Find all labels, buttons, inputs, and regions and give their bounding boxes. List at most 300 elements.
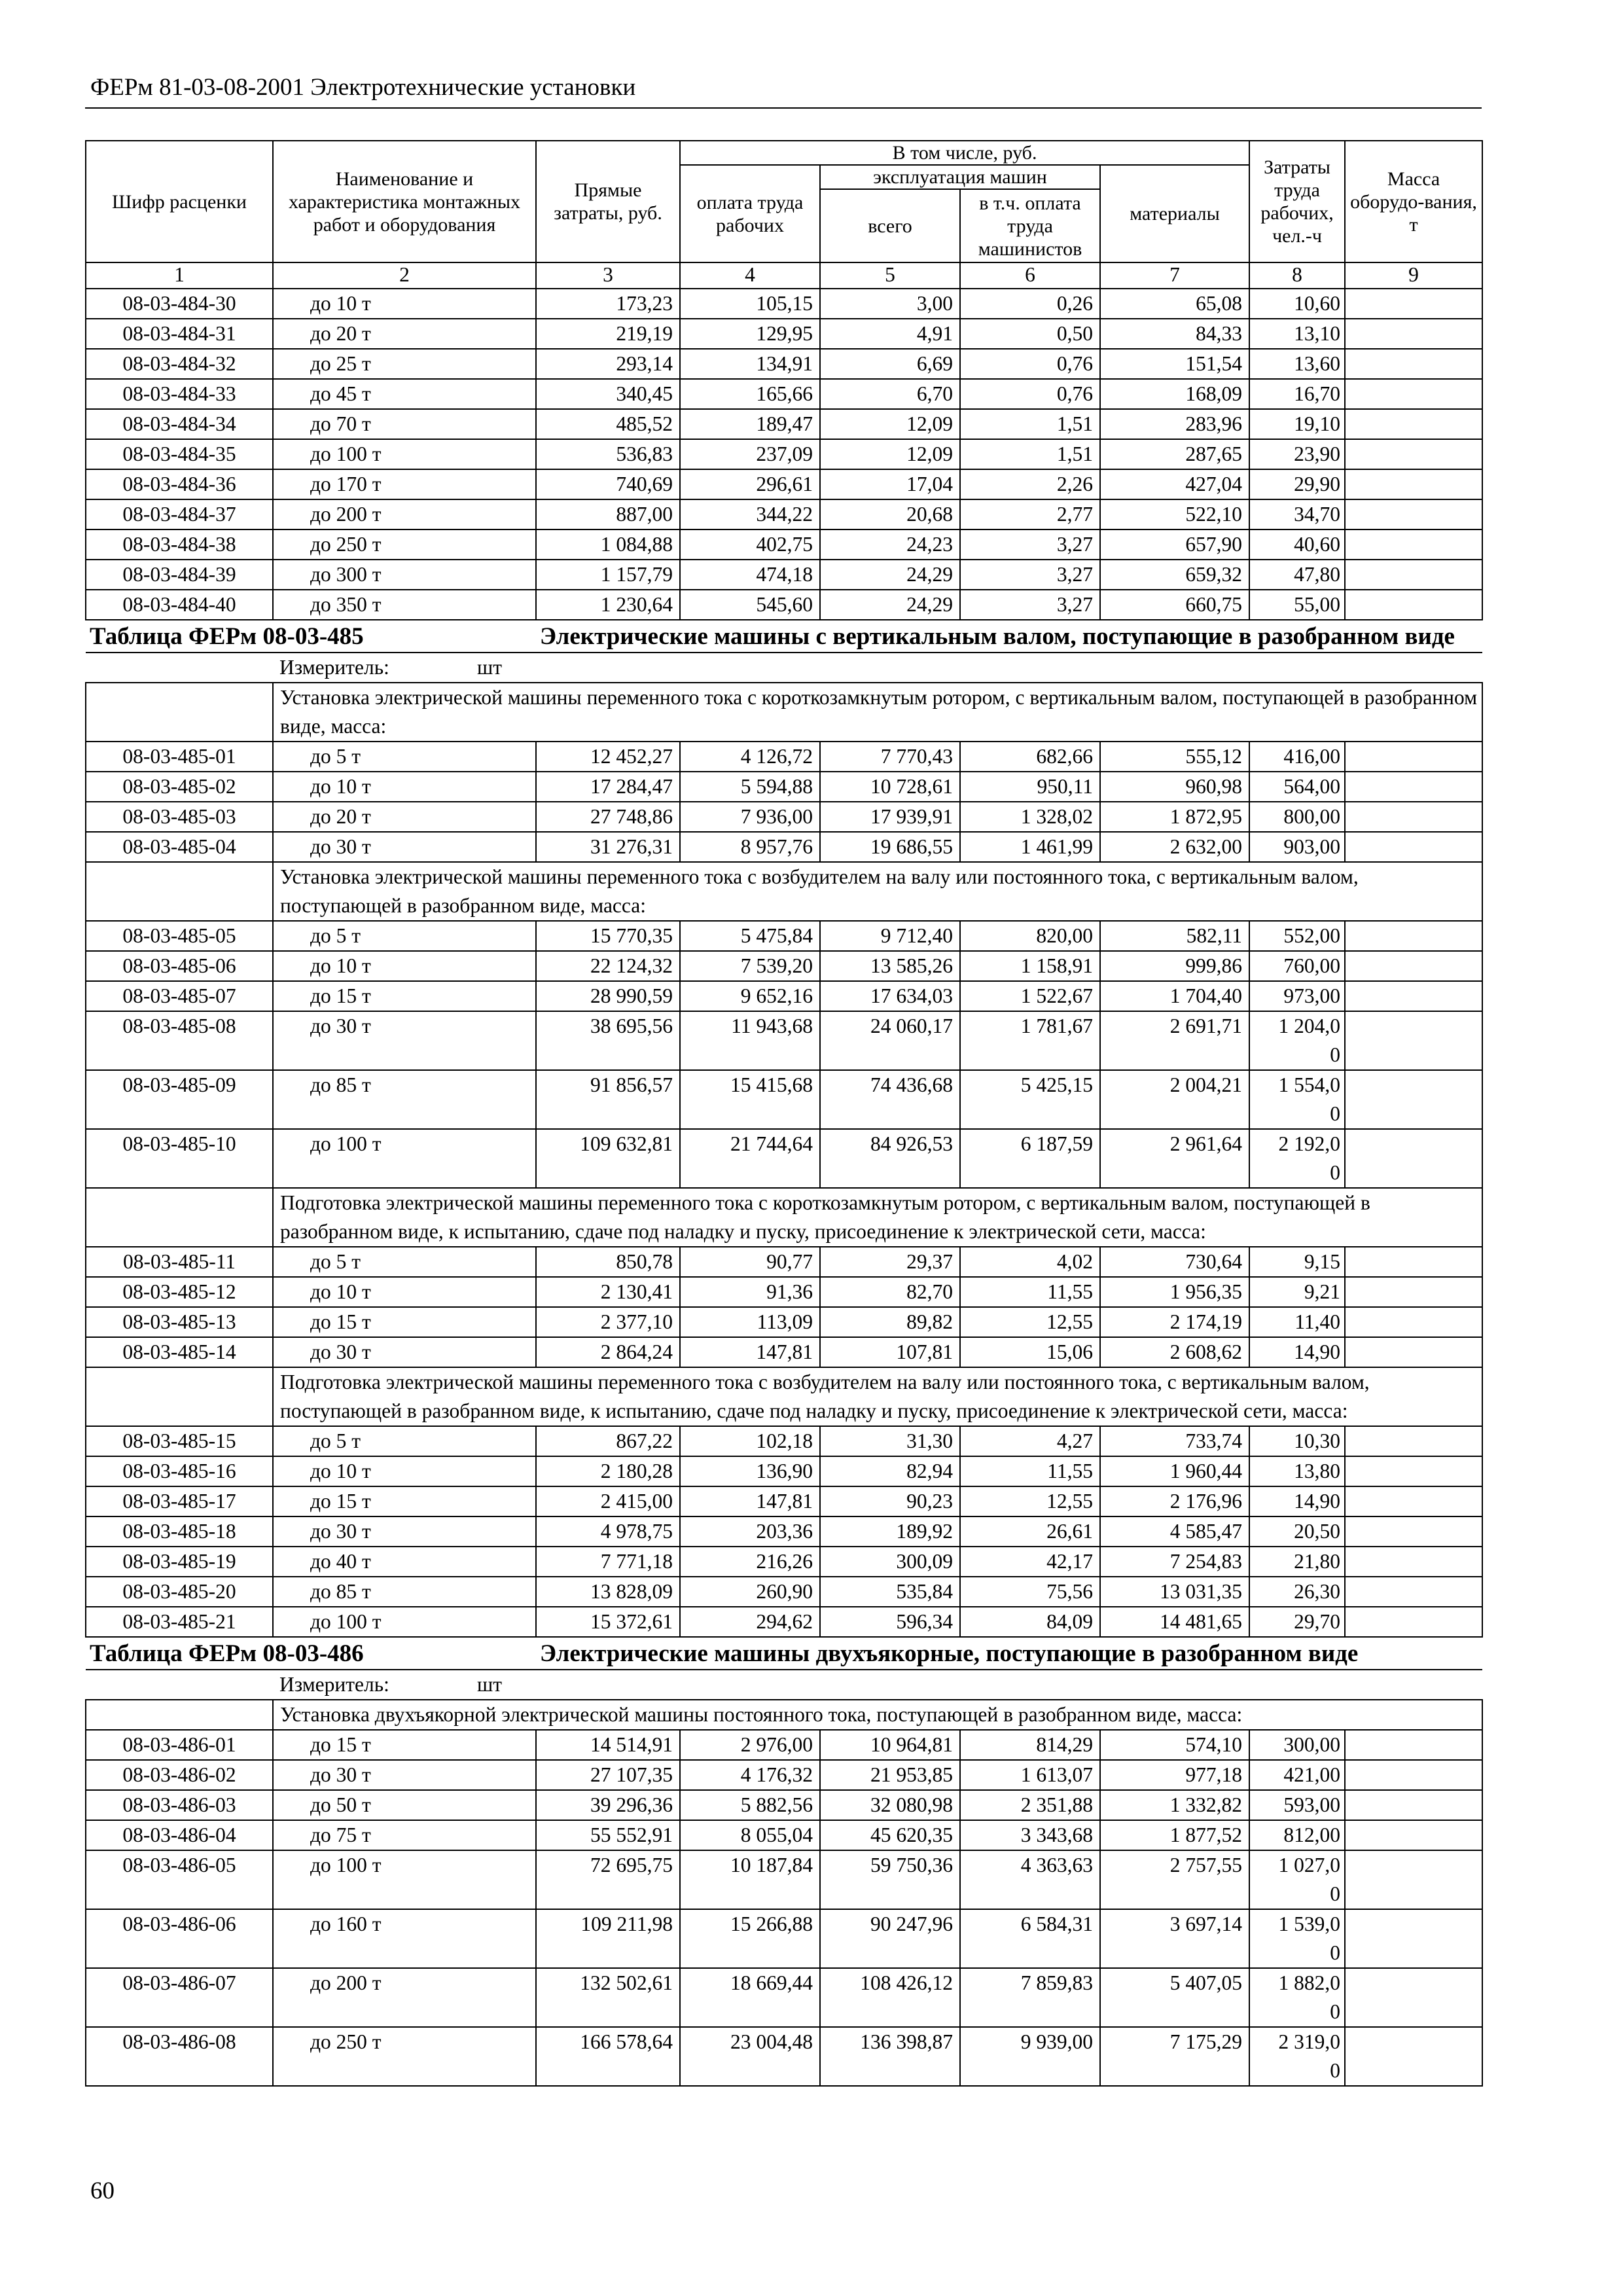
machines-total: 24,23 bbox=[820, 529, 960, 560]
machines-total: 90 247,96 bbox=[820, 1909, 960, 1968]
equipment-mass bbox=[1345, 921, 1482, 951]
direct-cost: 1 084,88 bbox=[536, 529, 680, 560]
materials: 582,11 bbox=[1100, 921, 1249, 951]
rate-code: 08-03-484-39 bbox=[86, 560, 273, 590]
machines-total: 24 060,17 bbox=[820, 1011, 960, 1070]
wages: 9 652,16 bbox=[680, 981, 820, 1011]
equipment-mass bbox=[1345, 1247, 1482, 1277]
equipment-mass bbox=[1345, 1011, 1482, 1070]
table-row bbox=[86, 439, 1482, 469]
direct-cost: 12 452,27 bbox=[536, 742, 680, 772]
rate-code: 08-03-485-16 bbox=[86, 1456, 273, 1486]
work-name: до 10 т bbox=[273, 951, 536, 981]
rate-code: 08-03-485-15 bbox=[86, 1426, 273, 1456]
wages: 545,60 bbox=[680, 590, 820, 620]
labor-cost: 903,00 bbox=[1249, 832, 1345, 862]
col-number: 1 bbox=[86, 262, 273, 289]
equipment-mass bbox=[1345, 1337, 1482, 1367]
equipment-mass bbox=[1345, 1486, 1482, 1516]
operator-wages: 26,61 bbox=[960, 1516, 1100, 1547]
operator-wages: 4,27 bbox=[960, 1426, 1100, 1456]
operator-wages: 6 584,31 bbox=[960, 1909, 1100, 1968]
machines-total: 107,81 bbox=[820, 1337, 960, 1367]
materials: 1 877,52 bbox=[1100, 1820, 1249, 1850]
operator-wages: 6 187,59 bbox=[960, 1129, 1100, 1188]
direct-cost: 28 990,59 bbox=[536, 981, 680, 1011]
materials: 14 481,65 bbox=[1100, 1607, 1249, 1637]
table-row bbox=[86, 379, 1482, 409]
machines-total: 82,70 bbox=[820, 1277, 960, 1307]
labor-cost: 564,00 bbox=[1249, 772, 1345, 802]
wages: 344,22 bbox=[680, 499, 820, 529]
direct-cost: 850,78 bbox=[536, 1247, 680, 1277]
direct-cost: 166 578,64 bbox=[536, 2027, 680, 2086]
machines-total: 9 712,40 bbox=[820, 921, 960, 951]
rate-code: 08-03-484-37 bbox=[86, 499, 273, 529]
equipment-mass bbox=[1345, 1070, 1482, 1129]
equipment-mass bbox=[1345, 1577, 1482, 1607]
equipment-mass bbox=[1345, 1820, 1482, 1850]
rate-code: 08-03-485-03 bbox=[86, 802, 273, 832]
operator-wages: 42,17 bbox=[960, 1547, 1100, 1577]
labor-cost: 10,30 bbox=[1249, 1426, 1345, 1456]
table-485-group3-rows bbox=[86, 1247, 1482, 1367]
table-row bbox=[86, 409, 1482, 439]
col-number: 9 bbox=[1345, 262, 1482, 289]
group-description: Установка двухъякорной электрической машины постоянного тока, поступающей в разобранном виде, масса: bbox=[273, 1700, 1482, 1730]
wages: 5 882,56 bbox=[680, 1790, 820, 1820]
table-row bbox=[86, 921, 1482, 951]
materials: 2 176,96 bbox=[1100, 1486, 1249, 1516]
direct-cost: 1 230,64 bbox=[536, 590, 680, 620]
rate-code: 08-03-485-10 bbox=[86, 1129, 273, 1188]
work-name: до 30 т bbox=[273, 1337, 536, 1367]
direct-cost: 132 502,61 bbox=[536, 1968, 680, 2027]
rate-code: 08-03-484-38 bbox=[86, 529, 273, 560]
materials: 960,98 bbox=[1100, 772, 1249, 802]
labor-cost: 55,00 bbox=[1249, 590, 1345, 620]
materials: 977,18 bbox=[1100, 1760, 1249, 1790]
materials: 659,32 bbox=[1100, 560, 1249, 590]
work-name: до 250 т bbox=[273, 529, 536, 560]
operator-wages: 682,66 bbox=[960, 742, 1100, 772]
measure-label: Измеритель: bbox=[273, 1670, 536, 1700]
direct-cost: 15 372,61 bbox=[536, 1607, 680, 1637]
equipment-mass bbox=[1345, 1547, 1482, 1577]
operator-wages: 1 328,02 bbox=[960, 802, 1100, 832]
labor-cost: 20,50 bbox=[1249, 1516, 1345, 1547]
operator-wages: 0,76 bbox=[960, 379, 1100, 409]
wages: 2 976,00 bbox=[680, 1730, 820, 1760]
equipment-mass bbox=[1345, 951, 1482, 981]
labor-cost: 21,80 bbox=[1249, 1547, 1345, 1577]
wages: 4 126,72 bbox=[680, 742, 820, 772]
operator-wages: 1 781,67 bbox=[960, 1011, 1100, 1070]
machines-total: 32 080,98 bbox=[820, 1790, 960, 1820]
work-name: до 15 т bbox=[273, 1730, 536, 1760]
equipment-mass bbox=[1345, 802, 1482, 832]
work-name: до 200 т bbox=[273, 1968, 536, 2027]
machines-total: 6,70 bbox=[820, 379, 960, 409]
materials: 2 632,00 bbox=[1100, 832, 1249, 862]
work-name: до 100 т bbox=[273, 1850, 536, 1909]
operator-wages: 1 461,99 bbox=[960, 832, 1100, 862]
rate-code: 08-03-485-19 bbox=[86, 1547, 273, 1577]
direct-cost: 340,45 bbox=[536, 379, 680, 409]
table-row bbox=[86, 742, 1482, 772]
machines-total: 10 964,81 bbox=[820, 1730, 960, 1760]
wages: 21 744,64 bbox=[680, 1129, 820, 1188]
materials: 168,09 bbox=[1100, 379, 1249, 409]
work-name: до 70 т bbox=[273, 409, 536, 439]
materials: 2 961,64 bbox=[1100, 1129, 1249, 1188]
materials: 84,33 bbox=[1100, 319, 1249, 349]
rate-code: 08-03-486-05 bbox=[86, 1850, 273, 1909]
equipment-mass bbox=[1345, 1516, 1482, 1547]
direct-cost: 27 748,86 bbox=[536, 802, 680, 832]
labor-cost: 40,60 bbox=[1249, 529, 1345, 560]
work-name: до 100 т bbox=[273, 1129, 536, 1188]
group-description: Установка электрической машины переменного тока с возбудителем на валу или постоянного тока, с вертикальным валом, поступающей в разобранном виде, масса: bbox=[273, 862, 1482, 921]
wages: 189,47 bbox=[680, 409, 820, 439]
table-row bbox=[86, 832, 1482, 862]
materials: 2 004,21 bbox=[1100, 1070, 1249, 1129]
machines-total: 535,84 bbox=[820, 1577, 960, 1607]
direct-cost: 867,22 bbox=[536, 1426, 680, 1456]
wages: 296,61 bbox=[680, 469, 820, 499]
direct-cost: 55 552,91 bbox=[536, 1820, 680, 1850]
equipment-mass bbox=[1345, 1277, 1482, 1307]
table-485-group4-rows bbox=[86, 1426, 1482, 1637]
wages: 402,75 bbox=[680, 529, 820, 560]
work-name: до 5 т bbox=[273, 1426, 536, 1456]
work-name: до 170 т bbox=[273, 469, 536, 499]
table-486-title: Электрические машины двухъякорные, поступающие в разобранном виде bbox=[536, 1637, 1482, 1670]
table-row bbox=[86, 1129, 1482, 1188]
materials: 151,54 bbox=[1100, 349, 1249, 379]
table-484-rows bbox=[86, 289, 1482, 620]
rate-code: 08-03-484-36 bbox=[86, 469, 273, 499]
table-row bbox=[86, 1968, 1482, 2027]
materials: 1 956,35 bbox=[1100, 1277, 1249, 1307]
materials: 1 960,44 bbox=[1100, 1456, 1249, 1486]
table-row bbox=[86, 1577, 1482, 1607]
work-name: до 160 т bbox=[273, 1909, 536, 1968]
col-number: 8 bbox=[1249, 262, 1345, 289]
rate-code: 08-03-484-30 bbox=[86, 289, 273, 319]
labor-cost: 23,90 bbox=[1249, 439, 1345, 469]
direct-cost: 17 284,47 bbox=[536, 772, 680, 802]
machines-total: 90,23 bbox=[820, 1486, 960, 1516]
table-row bbox=[86, 469, 1482, 499]
equipment-mass bbox=[1345, 1426, 1482, 1456]
rate-code: 08-03-484-34 bbox=[86, 409, 273, 439]
operator-wages: 0,76 bbox=[960, 349, 1100, 379]
wages: 5 594,88 bbox=[680, 772, 820, 802]
operator-wages: 11,55 bbox=[960, 1456, 1100, 1486]
direct-cost: 219,19 bbox=[536, 319, 680, 349]
rate-code: 08-03-484-35 bbox=[86, 439, 273, 469]
machines-total: 89,82 bbox=[820, 1307, 960, 1337]
table-row bbox=[86, 499, 1482, 529]
col-header-machines-total: всего bbox=[820, 189, 960, 262]
machines-total: 24,29 bbox=[820, 560, 960, 590]
operator-wages: 3,27 bbox=[960, 560, 1100, 590]
operator-wages: 9 939,00 bbox=[960, 2027, 1100, 2086]
wages: 10 187,84 bbox=[680, 1850, 820, 1909]
operator-wages: 0,26 bbox=[960, 289, 1100, 319]
rate-code: 08-03-485-04 bbox=[86, 832, 273, 862]
measure-unit: шт bbox=[477, 1670, 1423, 1700]
operator-wages: 3,27 bbox=[960, 529, 1100, 560]
wages: 4 176,32 bbox=[680, 1760, 820, 1790]
materials: 7 175,29 bbox=[1100, 2027, 1249, 2086]
table-row bbox=[86, 1277, 1482, 1307]
equipment-mass bbox=[1345, 560, 1482, 590]
rate-code: 08-03-485-21 bbox=[86, 1607, 273, 1637]
rate-code: 08-03-485-08 bbox=[86, 1011, 273, 1070]
labor-cost: 812,00 bbox=[1249, 1820, 1345, 1850]
col-header-operators: в т.ч. оплата труда машинистов bbox=[960, 189, 1100, 262]
machines-total: 17,04 bbox=[820, 469, 960, 499]
wages: 7 539,20 bbox=[680, 951, 820, 981]
labor-cost: 9,15 bbox=[1249, 1247, 1345, 1277]
equipment-mass bbox=[1345, 319, 1482, 349]
rate-code: 08-03-486-07 bbox=[86, 1968, 273, 2027]
table-row bbox=[86, 1850, 1482, 1909]
operator-wages: 1,51 bbox=[960, 409, 1100, 439]
table-row bbox=[86, 2027, 1482, 2086]
machines-total: 7 770,43 bbox=[820, 742, 960, 772]
rate-code: 08-03-485-13 bbox=[86, 1307, 273, 1337]
work-name: до 10 т bbox=[273, 772, 536, 802]
machines-total: 300,09 bbox=[820, 1547, 960, 1577]
col-number: 4 bbox=[680, 262, 820, 289]
rate-code: 08-03-486-01 bbox=[86, 1730, 273, 1760]
header-rule bbox=[85, 107, 1482, 109]
equipment-mass bbox=[1345, 1850, 1482, 1909]
equipment-mass bbox=[1345, 772, 1482, 802]
equipment-mass bbox=[1345, 1790, 1482, 1820]
operator-wages: 814,29 bbox=[960, 1730, 1100, 1760]
work-name: до 10 т bbox=[273, 1277, 536, 1307]
direct-cost: 293,14 bbox=[536, 349, 680, 379]
wages: 105,15 bbox=[680, 289, 820, 319]
work-name: до 20 т bbox=[273, 802, 536, 832]
equipment-mass bbox=[1345, 1909, 1482, 1968]
operator-wages: 84,09 bbox=[960, 1607, 1100, 1637]
operator-wages: 4,02 bbox=[960, 1247, 1100, 1277]
operator-wages: 15,06 bbox=[960, 1337, 1100, 1367]
work-name: до 10 т bbox=[273, 1456, 536, 1486]
equipment-mass bbox=[1345, 590, 1482, 620]
wages: 102,18 bbox=[680, 1426, 820, 1456]
rate-code: 08-03-485-01 bbox=[86, 742, 273, 772]
direct-cost: 485,52 bbox=[536, 409, 680, 439]
col-header-direct: Прямые затраты, руб. bbox=[536, 141, 680, 262]
operator-wages: 0,50 bbox=[960, 319, 1100, 349]
work-name: до 5 т bbox=[273, 1247, 536, 1277]
work-name: до 200 т bbox=[273, 499, 536, 529]
work-name: до 15 т bbox=[273, 1307, 536, 1337]
work-name: до 20 т bbox=[273, 319, 536, 349]
rates-table-container bbox=[85, 140, 1482, 2087]
wages: 113,09 bbox=[680, 1307, 820, 1337]
direct-cost: 91 856,57 bbox=[536, 1070, 680, 1129]
operator-wages: 2 351,88 bbox=[960, 1790, 1100, 1820]
labor-cost: 9,21 bbox=[1249, 1277, 1345, 1307]
table-row bbox=[86, 1730, 1482, 1760]
table-row bbox=[86, 1790, 1482, 1820]
operator-wages: 1 158,91 bbox=[960, 951, 1100, 981]
direct-cost: 887,00 bbox=[536, 499, 680, 529]
materials: 1 332,82 bbox=[1100, 1790, 1249, 1820]
work-name: до 300 т bbox=[273, 560, 536, 590]
materials: 13 031,35 bbox=[1100, 1577, 1249, 1607]
rate-code: 08-03-485-07 bbox=[86, 981, 273, 1011]
direct-cost: 2 864,24 bbox=[536, 1337, 680, 1367]
direct-cost: 109 211,98 bbox=[536, 1909, 680, 1968]
wages: 11 943,68 bbox=[680, 1011, 820, 1070]
wages: 8 055,04 bbox=[680, 1820, 820, 1850]
col-header-wages: оплата труда рабочих bbox=[680, 165, 820, 262]
wages: 7 936,00 bbox=[680, 802, 820, 832]
direct-cost: 2 415,00 bbox=[536, 1486, 680, 1516]
group-description: Подготовка электрической машины переменного тока с короткозамкнутым ротором, с вертикальным валом, поступающей в разобранном виде, к испытанию, сдаче под наладку и пуску, присоединение к электрической сети, масса: bbox=[273, 1188, 1482, 1247]
col-header-machines: эксплуатация машин bbox=[820, 165, 1100, 189]
operator-wages: 1 522,67 bbox=[960, 981, 1100, 1011]
work-name: до 75 т bbox=[273, 1820, 536, 1850]
labor-cost: 19,10 bbox=[1249, 409, 1345, 439]
machines-total: 6,69 bbox=[820, 349, 960, 379]
machines-total: 10 728,61 bbox=[820, 772, 960, 802]
direct-cost: 740,69 bbox=[536, 469, 680, 499]
materials: 657,90 bbox=[1100, 529, 1249, 560]
machines-total: 20,68 bbox=[820, 499, 960, 529]
rate-code: 08-03-484-40 bbox=[86, 590, 273, 620]
table-486-rows bbox=[86, 1730, 1482, 1850]
wages: 15 266,88 bbox=[680, 1909, 820, 1968]
work-name: до 30 т bbox=[273, 1760, 536, 1790]
wages: 203,36 bbox=[680, 1516, 820, 1547]
operator-wages: 2,77 bbox=[960, 499, 1100, 529]
page-header: ФЕРм 81-03-08-2001 Электротехнические установки bbox=[90, 74, 636, 101]
wages: 237,09 bbox=[680, 439, 820, 469]
rate-code: 08-03-484-33 bbox=[86, 379, 273, 409]
rate-code: 08-03-485-11 bbox=[86, 1247, 273, 1277]
materials: 2 174,19 bbox=[1100, 1307, 1249, 1337]
direct-cost: 14 514,91 bbox=[536, 1730, 680, 1760]
col-header-materials: материалы bbox=[1100, 165, 1249, 262]
work-name: до 50 т bbox=[273, 1790, 536, 1820]
labor-cost: 10,60 bbox=[1249, 289, 1345, 319]
machines-total: 24,29 bbox=[820, 590, 960, 620]
table-row bbox=[86, 1426, 1482, 1456]
labor-cost: 13,60 bbox=[1249, 349, 1345, 379]
rate-code: 08-03-485-17 bbox=[86, 1486, 273, 1516]
wages: 18 669,44 bbox=[680, 1968, 820, 2027]
table-row bbox=[86, 1820, 1482, 1850]
table-486-label: Таблица ФЕРм 08-03-486 bbox=[86, 1637, 536, 1670]
labor-cost: 11,40 bbox=[1249, 1307, 1345, 1337]
labor-cost: 300,00 bbox=[1249, 1730, 1345, 1760]
machines-total: 596,34 bbox=[820, 1607, 960, 1637]
col-header-including: В том числе, руб. bbox=[680, 141, 1249, 165]
direct-cost: 173,23 bbox=[536, 289, 680, 319]
measure-label: Измеритель: bbox=[273, 653, 536, 683]
operator-wages: 5 425,15 bbox=[960, 1070, 1100, 1129]
direct-cost: 109 632,81 bbox=[536, 1129, 680, 1188]
work-name: до 350 т bbox=[273, 590, 536, 620]
wages: 216,26 bbox=[680, 1547, 820, 1577]
operator-wages: 3,27 bbox=[960, 590, 1100, 620]
col-header-name: Наименование и характеристика монтажных работ и оборудования bbox=[273, 141, 536, 262]
wages: 129,95 bbox=[680, 319, 820, 349]
work-name: до 100 т bbox=[273, 439, 536, 469]
operator-wages: 12,55 bbox=[960, 1307, 1100, 1337]
equipment-mass bbox=[1345, 529, 1482, 560]
table-row bbox=[86, 289, 1482, 319]
machines-total: 136 398,87 bbox=[820, 2027, 960, 2086]
wages: 474,18 bbox=[680, 560, 820, 590]
table-row bbox=[86, 1760, 1482, 1790]
labor-cost: 34,70 bbox=[1249, 499, 1345, 529]
col-header-code: Шифр расценки bbox=[86, 141, 273, 262]
rate-code: 08-03-485-02 bbox=[86, 772, 273, 802]
materials: 2 691,71 bbox=[1100, 1011, 1249, 1070]
materials: 1 704,40 bbox=[1100, 981, 1249, 1011]
table-row bbox=[86, 1247, 1482, 1277]
materials: 733,74 bbox=[1100, 1426, 1249, 1456]
equipment-mass bbox=[1345, 1307, 1482, 1337]
equipment-mass bbox=[1345, 349, 1482, 379]
materials: 5 407,05 bbox=[1100, 1968, 1249, 2027]
table-row bbox=[86, 560, 1482, 590]
table-486-section bbox=[86, 1637, 1482, 1730]
equipment-mass bbox=[1345, 409, 1482, 439]
column-numbers-row bbox=[86, 262, 1482, 289]
materials: 4 585,47 bbox=[1100, 1516, 1249, 1547]
work-name: до 15 т bbox=[273, 1486, 536, 1516]
wages: 15 415,68 bbox=[680, 1070, 820, 1129]
wages: 5 475,84 bbox=[680, 921, 820, 951]
materials: 3 697,14 bbox=[1100, 1909, 1249, 1968]
direct-cost: 39 296,36 bbox=[536, 1790, 680, 1820]
wages: 260,90 bbox=[680, 1577, 820, 1607]
equipment-mass bbox=[1345, 832, 1482, 862]
materials: 660,75 bbox=[1100, 590, 1249, 620]
wages: 134,91 bbox=[680, 349, 820, 379]
labor-cost: 2 192,0 0 bbox=[1249, 1129, 1345, 1188]
col-header-labor: Затраты труда рабочих, чел.-ч bbox=[1249, 141, 1345, 262]
operator-wages: 950,11 bbox=[960, 772, 1100, 802]
table-row bbox=[86, 772, 1482, 802]
wages: 136,90 bbox=[680, 1456, 820, 1486]
labor-cost: 29,90 bbox=[1249, 469, 1345, 499]
labor-cost: 1 554,0 0 bbox=[1249, 1070, 1345, 1129]
machines-total: 108 426,12 bbox=[820, 1968, 960, 2027]
table-row bbox=[86, 951, 1482, 981]
table-row bbox=[86, 349, 1482, 379]
rate-code: 08-03-485-06 bbox=[86, 951, 273, 981]
work-name: до 5 т bbox=[273, 742, 536, 772]
machines-total: 45 620,35 bbox=[820, 1820, 960, 1850]
machines-total: 84 926,53 bbox=[820, 1129, 960, 1188]
rates-table bbox=[85, 140, 1483, 2087]
machines-total: 29,37 bbox=[820, 1247, 960, 1277]
labor-cost: 14,90 bbox=[1249, 1337, 1345, 1367]
wages: 91,36 bbox=[680, 1277, 820, 1307]
